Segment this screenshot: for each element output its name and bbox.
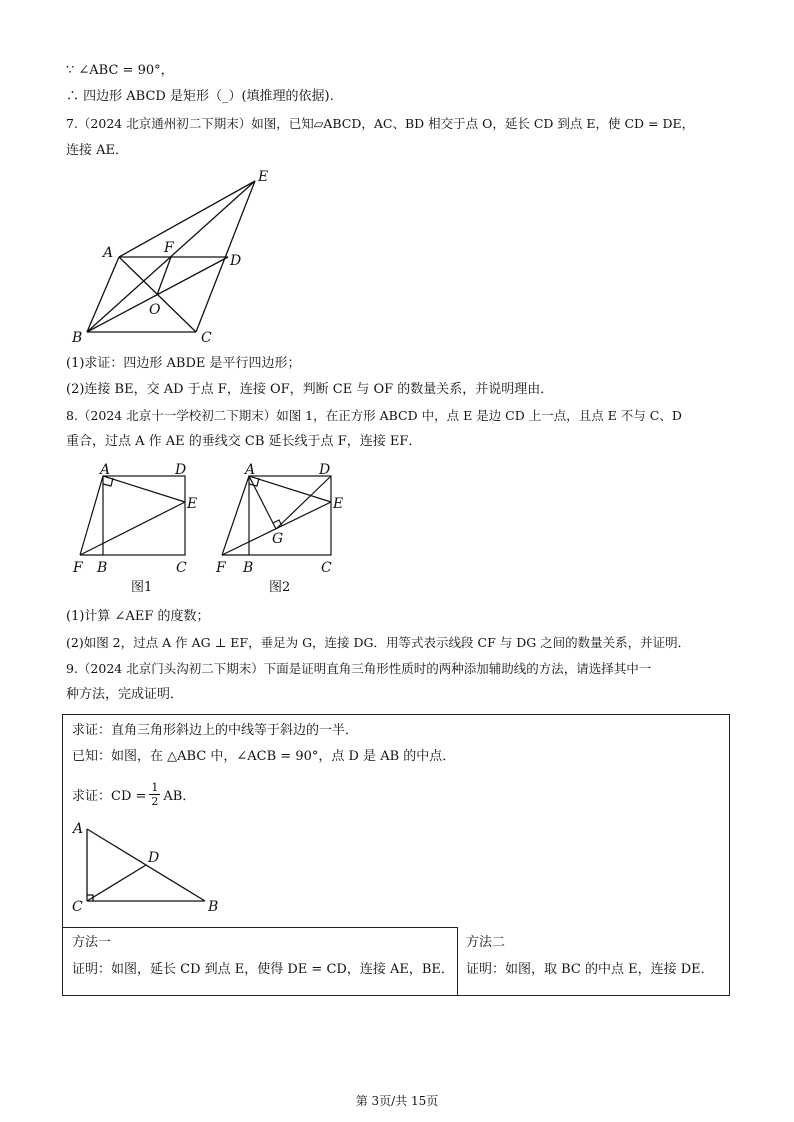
question-8-line-2: 重合，过点 A 作 AE 的垂线交 CB 延长线于点 F，连接 EF． bbox=[66, 434, 422, 449]
prove-suffix: AB． bbox=[163, 788, 196, 804]
page-footer: 第 3页/共 15页 bbox=[355, 1094, 439, 1108]
question-7-line-2: 连接 AE． bbox=[66, 143, 129, 158]
question-9-line-2: 种方法，完成证明． bbox=[66, 687, 184, 702]
text-line-2: ∴ 四边形 ABCD 是矩形（_）(填推理的依据). bbox=[66, 89, 334, 104]
fig7-label-O: O bbox=[149, 302, 161, 318]
fig8-1-label-C: C bbox=[176, 560, 187, 576]
question-7-line-1: 7.（2024 北京通州初二下期末）如图，已知▱ABCD，AC、BD 相交于点 O，延长 CD 到点 E，使 CD = DE， bbox=[66, 116, 695, 131]
question-7-part-1: (1)求证：四边形 ABDE 是平行四边形； bbox=[66, 356, 301, 371]
method-2-title: 方法二 bbox=[466, 935, 506, 950]
question-8-part-1: (1)计算 ∠AEF 的度数； bbox=[66, 609, 210, 624]
text-line-1: ∵ ∠ABC = 90°， bbox=[66, 63, 174, 78]
fig8-2-label-D: D bbox=[319, 462, 331, 478]
question-8-part-2: (2)如图 2，过点 A 作 AG ⊥ EF，垂足为 G，连接 DG．用等式表示线段 CF 与 DG 之间的数量关系，并证明． bbox=[66, 635, 691, 650]
fig8-caption-2: 图2 bbox=[269, 580, 291, 595]
fig9-label-C: C bbox=[72, 899, 83, 915]
fig7-label-E: E bbox=[258, 169, 269, 185]
fig9-label-A: A bbox=[73, 821, 84, 837]
question-8-line-1: 8.（2024 北京十一学校初二下期末）如图 1，在正方形 ABCD 中，点 E 是边 CD 上一点，且点 E 不与 C、D bbox=[66, 408, 682, 423]
prove-prefix: 求证：CD = bbox=[72, 788, 147, 804]
fig7-label-A: A bbox=[103, 245, 114, 261]
fig8-2-label-G: G bbox=[272, 531, 284, 547]
fig7-label-B: B bbox=[72, 330, 83, 346]
question-7-part-2: (2)连接 BE，交 AD 于点 F，连接 OF，判断 CE 与 OF 的数量关系，并说明理由． bbox=[66, 382, 554, 397]
fig8-1-label-B: B bbox=[97, 560, 108, 576]
fig8-1-label-A: A bbox=[100, 462, 111, 478]
fig8-2-label-C: C bbox=[321, 560, 332, 576]
fig8-2-label-B: B bbox=[243, 560, 254, 576]
box-prove-title: 求证：直角三角形斜边上的中线等于斜边的一半． bbox=[72, 723, 359, 738]
method-2-text: 证明：如图，取 BC 的中点 E，连接 DE． bbox=[466, 962, 714, 977]
question-9-line-1: 9.（2024 北京门头沟初二下期末）下面是证明直角三角形性质时的两种添加辅助线的方法，请选择其中一 bbox=[66, 661, 652, 676]
figure-9-right-triangle bbox=[66, 815, 236, 920]
fig7-label-F: F bbox=[164, 240, 174, 256]
figure-7-parallelogram bbox=[60, 165, 300, 350]
fig7-label-C: C bbox=[201, 330, 212, 346]
fig8-2-label-E: E bbox=[333, 496, 344, 512]
fig7-label-D: D bbox=[230, 253, 242, 269]
fig8-1-label-E: E bbox=[187, 496, 198, 512]
fraction-denominator: 2 bbox=[151, 794, 159, 808]
figure-8-squares bbox=[66, 455, 356, 600]
fig8-caption-1: 图1 bbox=[131, 580, 153, 595]
fig8-1-label-D: D bbox=[175, 462, 187, 478]
fraction-one-half bbox=[149, 781, 160, 808]
fig9-label-D: D bbox=[148, 850, 160, 866]
fig8-2-label-A: A bbox=[245, 462, 256, 478]
method-1-text: 证明：如图，延长 CD 到点 E，使得 DE = CD，连接 AE，BE． bbox=[72, 962, 454, 977]
method-1-title: 方法一 bbox=[72, 935, 112, 950]
fig8-2-label-F: F bbox=[216, 560, 226, 576]
box-prove-statement bbox=[72, 776, 195, 812]
fraction-numerator: 1 bbox=[151, 780, 159, 794]
fig8-1-label-F: F bbox=[73, 560, 83, 576]
box-given: 已知：如图，在 △ABC 中，∠ACB = 90°，点 D 是 AB 的中点． bbox=[72, 749, 456, 764]
fig9-label-B: B bbox=[208, 899, 219, 915]
